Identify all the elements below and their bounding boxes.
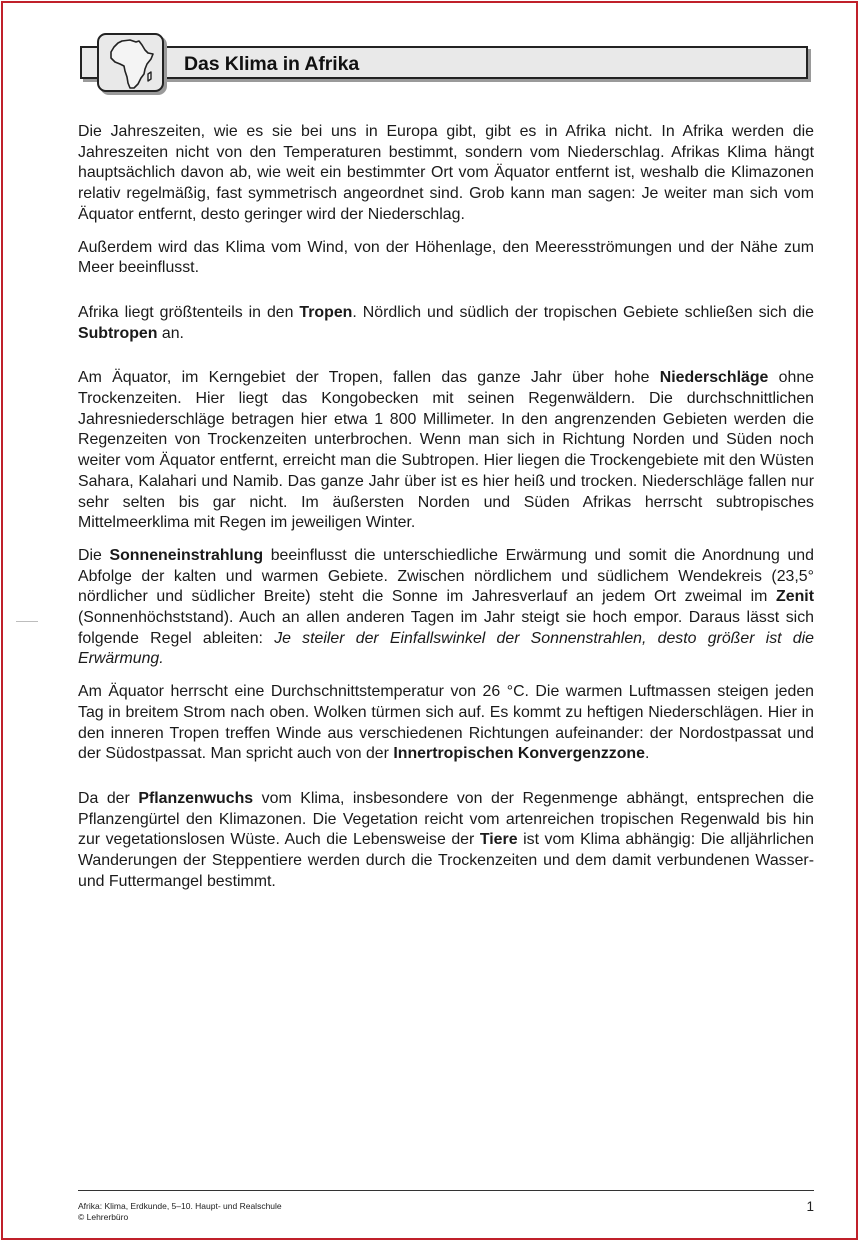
paragraph-temperature: Am Äquator herrscht eine Durchschnittstemperatur von 26 °C. Die warmen Luftmassen steigen jeden Tag in breitem Strom nach oben. Wolken türmen sich auf. Es kommt zu heftigen Niederschlägen. Hier in den inneren Tropen treffen Winde aus verschiedenen Richtungen aufeinander: der Nordostpassat und der Südostpassat. Man spricht auch von der Innertropischen Konvergenzzone.	[78, 683, 814, 763]
margin-mark	[16, 621, 38, 622]
main-text	[78, 122, 814, 893]
term-itc: Innertropischen Konvergenzzone	[393, 745, 645, 763]
paragraph-influences: Außerdem wird das Klima vom Wind, von der Höhenlage, den Meeresströmungen und der Nähe zum Meer beeinflusst.	[78, 238, 814, 277]
paragraph-solar-radiation: Die Sonneneinstrahlung beeinflusst die unterschiedliche Erwärmung und somit die Anordnung und Abfolge der kalten und warmen Gebiete. Zwischen nördlichem und südlichem Wendekreis (23,5° nördlicher und südlicher Breite) steht die Sonne im Jahresverlauf an jedem Ort zweimal im Zenit (Sonnenhöchststand). Auch an allen anderen Tagen im Jahr steigt sie hoch empor. Daraus lässt sich folgende Regel ableiten: Je steiler der Einfallswinkel der Sonnenstrahlen, desto größer ist die Erwärmung.	[78, 546, 814, 668]
rule-text: Je steiler der Einfallswinkel der Sonnenstrahlen, desto größer ist die Erwärmung.	[78, 629, 814, 668]
paragraph-seasons: Die Jahreszeiten, wie es sie bei uns in Europa gibt, gibt es in Afrika nicht. In Afrika werden die Jahreszeiten nicht von den Temperaturen bestimmt, sondern vom Niederschlag. Afrikas Klima hängt hauptsächlich davon ab, wie weit ein bestimmter Ort vom Äquator entfernt ist, weshalb die Klimazonen relativ regelmäßig, fast symmetrisch angeordnet sind. Grob kann man sagen: Je weiter man sich vom Äquator entfernt, desto geringer wird der Niederschlag.	[78, 123, 814, 223]
term-niederschlaege: Niederschläge	[659, 369, 769, 387]
term-sonneneinstrahlung: Sonneneinstrahlung	[109, 546, 264, 564]
footer-source: Afrika: Klima, Erdkunde, 5–10. Haupt- und Realschule	[78, 1201, 282, 1211]
term-zenit: Zenit	[776, 588, 814, 606]
footer-divider	[78, 1190, 814, 1191]
term-subtropen: Subtropen	[78, 324, 158, 342]
page-number: 1	[806, 1199, 814, 1214]
paragraph-precipitation: Am Äquator, im Kerngebiet der Tropen, fallen das ganze Jahr über hohe Niederschläge ohne Trockenzeiten. Hier liegt das Kongobecken mit seinen Regenwäldern. Die durchschnittlichen Jahresniederschläge betragen hier etwa 1 800 Millimeter. In den angrenzenden Gebieten werden die Regenzeiten von Trockenzeiten unterbrochen. Wenn man sich in Richtung Norden und Süden noch weiter vom Äquator entfernt, erreicht man die Subtropen. Hier liegen die Trockengebiete mit den Wüsten Sahara, Kalahari und Namib. Das ganze Jahr über ist es hier heiß und trocken. Niederschläge fallen nur sehr selten bis gar nicht. Im äußersten Norden und Süden Afrikas herrscht subtropisches Mittelmeerklima mit Regen im jeweiligen Winter.	[78, 369, 814, 532]
term-tropen: Tropen	[299, 303, 353, 321]
paragraph-vegetation: Da der Pflanzenwuchs vom Klima, insbesondere von der Regenmenge abhängt, entsprechen die Pflanzengürtel den Klimazonen. Die Vegetation reicht vom artenreichen tropischen Regenwald bis hin zur vegetationslosen Wüste. Auch die Lebensweise der Tiere ist vom Klima abhängig: Die alljährlichen Wanderungen der Steppentiere werden durch die Trockenzeiten und dem damit verbundenen Wasser- und Futtermangel bestimmt.	[78, 789, 814, 890]
footer-copyright: © Lehrerbüro	[78, 1211, 129, 1222]
footer-credits	[78, 1201, 282, 1222]
term-tiere: Tiere	[479, 831, 518, 849]
title-icon-box	[97, 33, 164, 92]
page-title: Das Klima in Afrika	[184, 53, 360, 75]
africa-map-icon	[108, 38, 156, 92]
term-pflanzenwuchs: Pflanzenwuchs	[138, 789, 254, 807]
paragraph-tropics: Afrika liegt größtenteils in den Tropen. Nördlich und südlich der tropischen Gebiete schließen sich die Subtropen an.	[78, 303, 814, 342]
